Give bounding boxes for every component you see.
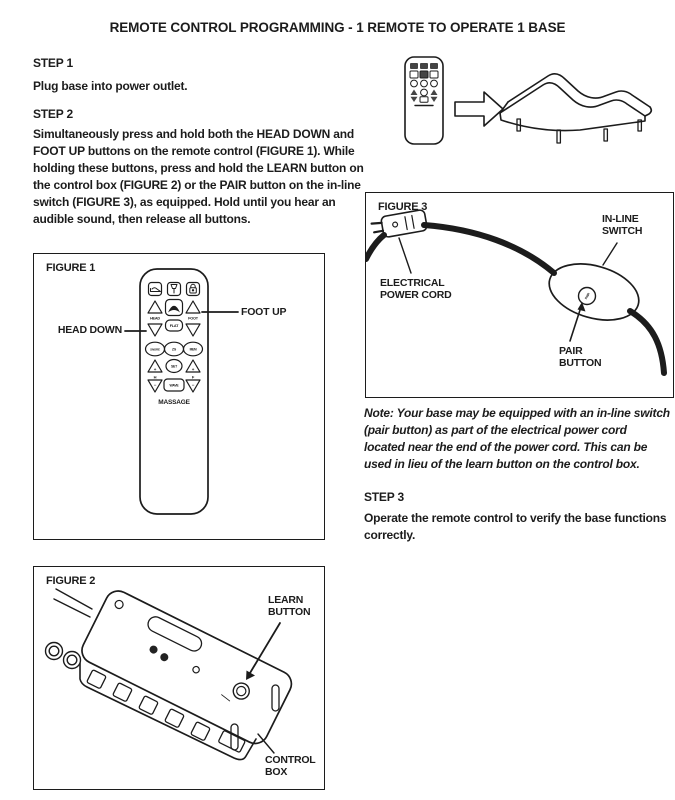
control-box-callout: CONTROL BOX [265, 754, 316, 778]
h-label: H [153, 374, 157, 380]
foot-up-button [186, 301, 200, 313]
flashlight-icon [171, 285, 177, 294]
mem-label: MEM [189, 347, 197, 352]
bed-base-illustration [500, 74, 651, 143]
figure1-box [33, 253, 325, 540]
led-indicator [192, 665, 201, 674]
pair-button-callout: PAIR BUTTON [559, 345, 602, 369]
learn-button-inner [235, 685, 247, 697]
learn-button [231, 680, 252, 701]
cables [54, 589, 92, 617]
wave-icon [168, 306, 180, 313]
step2-body: Simultaneously press and hold both the HEAD DOWN and FOOT UP buttons on the remote control (FIGURE 1). While holding these buttons, press and hold the LEARN button on the control box (FIGURE 2) or the PAIR button on the in-line switch (FIGURE 3), as equipped. Hold until you hear an audible sound, then release all buttons. [33, 127, 364, 226]
port-dot [159, 652, 170, 663]
control-box-side [80, 663, 256, 760]
power-cord-callout-line [399, 238, 411, 273]
foot-up-callout: FOOT UP [241, 306, 287, 318]
small-remote-illustration [405, 57, 443, 144]
electrical-power-cord-callout: ELECTRICAL POWER CORD [380, 277, 452, 301]
snore-label: SNORE [150, 347, 160, 352]
pair-button-label: PAIR [583, 292, 591, 300]
page-title: REMOTE CONTROL PROGRAMMING - 1 REMOTE TO OPERATE 1 BASE [109, 20, 566, 35]
in-line-switch-callout: IN-LINE SWITCH [602, 213, 643, 237]
step3-heading: STEP 3 [364, 490, 404, 504]
step1-body: Plug base into power outlet. [33, 79, 188, 93]
head-down-button [148, 324, 162, 336]
foot-down-button [186, 324, 200, 336]
minus-glyph: − [153, 382, 157, 388]
head-up-button [148, 301, 162, 313]
port-dot [148, 644, 159, 655]
in-line-switch-callout-line [603, 243, 617, 265]
figure2-box [33, 566, 325, 790]
head-down-callout: HEAD DOWN [57, 324, 122, 336]
control-box-top [78, 587, 296, 748]
step1-heading: STEP 1 [33, 56, 73, 70]
left-connectors [46, 643, 81, 669]
wave-label: WAVE [169, 383, 179, 388]
massage-label: MASSAGE [158, 399, 190, 406]
figure3-box [365, 192, 674, 398]
learn-button-callout: LEARN BUTTON [268, 594, 311, 618]
screw [114, 599, 125, 610]
remote-to-base-illustration [400, 52, 675, 182]
f-label: F [191, 374, 195, 380]
foot-label: FOOT [188, 316, 198, 321]
plug-illustration [371, 209, 428, 239]
learn-button-callout-arrow [246, 623, 280, 680]
step3-body: Operate the remote control to verify the base functions correctly. [364, 511, 667, 542]
plus-glyph: + [153, 367, 157, 372]
note-text: Note: Your base may be equipped with an in-line switch (pair button) as part of the electrical power cord located near the end of the power cord. This can be used in lieu of the learn button on the control box. [364, 406, 670, 471]
step2-heading: STEP 2 [33, 107, 73, 121]
head-label: HEAD [150, 316, 160, 321]
arrow-right-icon [455, 92, 503, 126]
figure2-label: FIGURE 2 [46, 575, 96, 587]
lock-icon [190, 284, 197, 293]
plus-glyph: + [191, 367, 195, 372]
figure3-label: FIGURE 3 [378, 201, 428, 213]
set-label: SET [171, 364, 177, 369]
bed-icon [151, 288, 161, 292]
connector-ports [87, 670, 246, 753]
minus-glyph: − [191, 382, 195, 388]
zg-label: ZG [171, 347, 177, 352]
figure1-remote-illustration [34, 254, 324, 539]
flat-label: FLAT [169, 324, 179, 328]
figure1-label: FIGURE 1 [46, 262, 96, 274]
pair-button-callout-arrow [570, 302, 586, 341]
